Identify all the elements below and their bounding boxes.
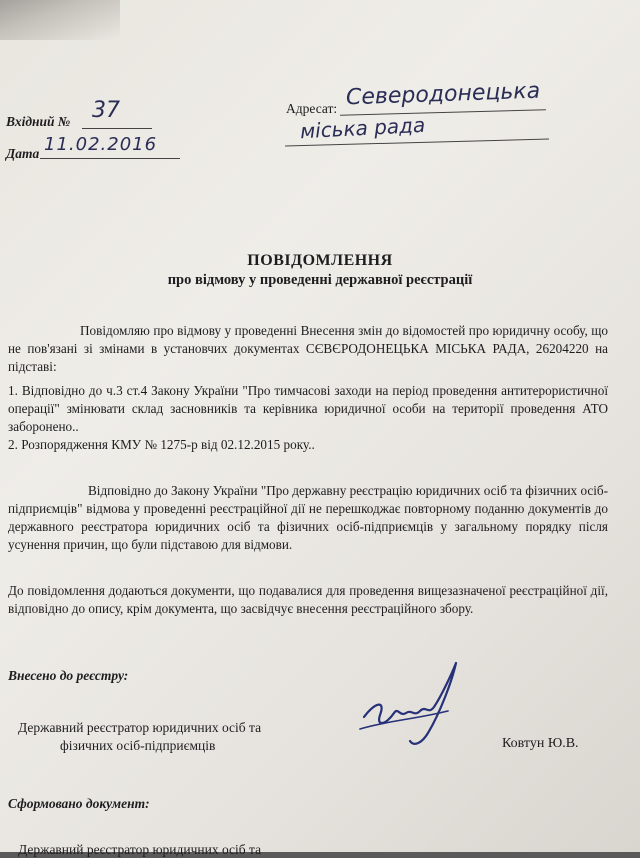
body-item-2: 2. Розпорядження КМУ № 1275-р від 02.12.2015 року.. <box>8 437 315 452</box>
registrar-title-line-2: фізичних осіб-підприємців <box>60 738 216 753</box>
date-label: Дата <box>6 146 40 161</box>
entered-to-register-label: Внесено до реєстру: <box>8 668 129 683</box>
signer-name: Ковтун Ю.В. <box>502 736 579 751</box>
page-title: ПОВІДОМЛЕННЯ <box>247 252 393 269</box>
addressee-label: Адресат: <box>286 101 338 116</box>
page-shadow-corner <box>0 0 120 40</box>
document-formed-label: Сформовано документ: <box>8 796 150 811</box>
page-subtitle: про відмову у проведенні державної реєстрації <box>167 272 473 288</box>
body-item-1: 1. Відповідно до ч.3 ст.4 Закону України "Про тимчасові заходи на період проведення антитерористичної операції" змінювати склад засновників та керівника юридичної особи на території проведення АТО заборонено.. <box>8 383 608 434</box>
addressee-handwriting-1: Северодонецька <box>345 78 541 111</box>
registrar-title-line-1: Державний реєстратор юридичних осіб та <box>18 720 262 735</box>
incoming-number-label: Вхідний № <box>6 114 71 129</box>
incoming-number-value: 37 <box>92 98 120 123</box>
date-value: 11.02.2016 <box>44 134 158 155</box>
registrar-title-partial: Державний реєстратор юридичних осіб та <box>18 842 262 857</box>
date-line <box>40 158 180 159</box>
signature-graphic <box>356 655 466 755</box>
body-paragraph-2: Відповідно до Закону України "Про державну реєстрацію юридичних осіб та фізичних осіб-підприємців" відмова у проведенні реєстраційної дії не перешкоджає повторному поданню документів до державного реєстратора юридичних осіб та фізичних осіб-підприємців у загальному порядку після усунення причин, що були підставою для відмови. <box>8 483 608 552</box>
body-paragraph-3: До повідомлення додаються документи, що подавалися для проведення вищезазначеної реєстраційної дії, відповідно до опису, крім документа, що засвідчує внесення реєстраційного збору. <box>8 583 608 616</box>
body-paragraph-1: Повідомляю про відмову у проведенні Внесення змін до відомостей про юридичну особу, що не пов'язані зі змінами в установчих документах СЄВЄРОДОНЕЦЬКА МІСЬКА РАДА, 26204220 на підставі: <box>8 323 608 374</box>
addressee-handwriting-2: міська рада <box>299 112 426 144</box>
incoming-number-line <box>82 128 152 129</box>
